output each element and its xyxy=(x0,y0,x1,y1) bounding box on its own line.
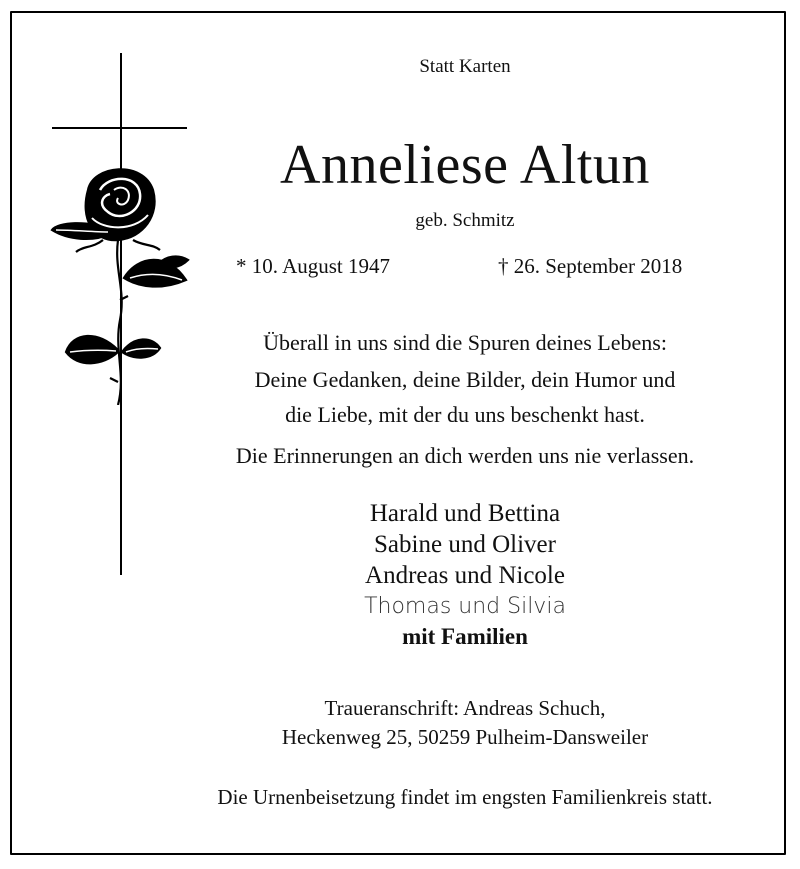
maiden-name: geb. Schmitz xyxy=(415,210,515,231)
poem-line: Überall in uns sind die Spuren deines Lebens: xyxy=(263,330,667,355)
family-closing: mit Familien xyxy=(402,624,528,649)
poem-line: Deine Gedanken, deine Bilder, dein Humor und xyxy=(254,367,676,392)
poem-line: die Liebe, mit der du uns beschenkt hast. xyxy=(285,402,645,427)
poem-line: Die Erinnerungen an dich werden uns nie verlassen. xyxy=(235,443,695,468)
rose-icon xyxy=(48,160,190,405)
address-line: Heckenweg 25, 50259 Pulheim-Dansweiler xyxy=(281,725,649,749)
statt-karten: Statt Karten xyxy=(419,56,511,77)
family-member: Harald und Bettina xyxy=(369,500,561,527)
burial-note: Die Urnenbeisetzung findet im engsten Familienkreis statt. xyxy=(217,785,713,809)
family-member: Sabine und Oliver xyxy=(374,531,556,558)
family-member: Thomas und Silvia xyxy=(364,594,566,619)
cross-bar xyxy=(52,127,187,129)
death-date: † 26. September 2018 xyxy=(498,254,683,278)
deceased-name: Anneliese Altun xyxy=(280,134,650,196)
address-line: Traueranschrift: Andreas Schuch, xyxy=(324,696,606,720)
family-member: Andreas und Nicole xyxy=(365,562,565,589)
birth-date: * 10. August 1947 xyxy=(236,254,391,278)
